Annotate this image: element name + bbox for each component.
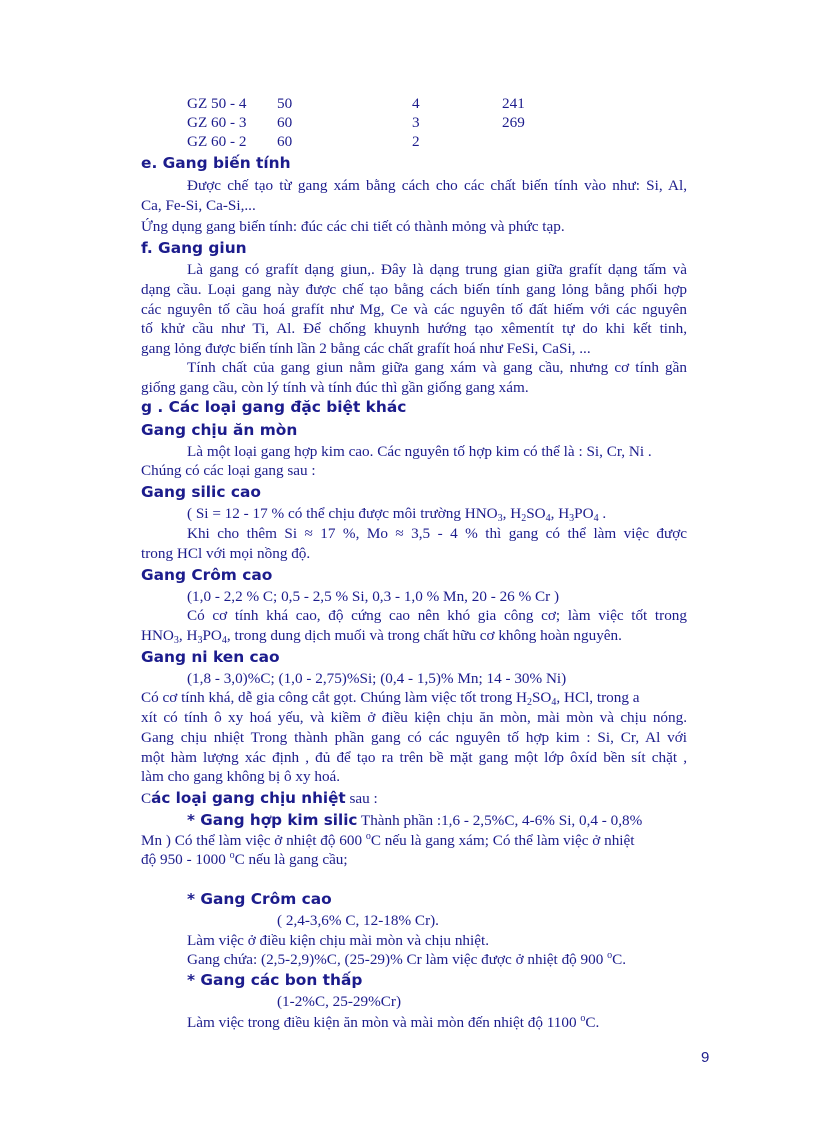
inline-heading: ác loại gang chịu nhiệt xyxy=(151,789,346,807)
subscript: 2 xyxy=(526,697,532,708)
item-heading-lowcarbon: * Gang các bon thấp xyxy=(187,971,363,989)
paragraph-line xyxy=(187,951,626,969)
paragraph-line: Có cơ tính khá cao, độ cứng cao nên khó gia công cơ; làm việc tốt trong xyxy=(187,607,687,624)
subscript: 4 xyxy=(221,635,227,646)
table-cell: 3 xyxy=(412,114,420,131)
paragraph-line: làm cho gang không bị ô xy hoá. xyxy=(141,768,341,785)
text-run: C. xyxy=(585,1014,600,1031)
superscript: o xyxy=(229,850,235,861)
paragraph-line: Tính chất của gang giun nằm giữa gang xám và gang cầu, nhưng cơ tính gần xyxy=(187,359,687,376)
paragraph-line: Ca, Fe-Si, Ca-Si,... xyxy=(141,197,256,214)
text-run: C. xyxy=(612,951,627,968)
text-run: , H xyxy=(178,627,198,644)
section-heading-g: g . Các loại gang đặc biệt khác xyxy=(141,398,407,416)
paragraph-line: Làm việc ở điều kiện chịu mài mòn và chịu nhiệt. xyxy=(187,932,489,949)
composition-line: (1-2%C, 25-29%Cr) xyxy=(277,993,402,1010)
paragraph-line: một hàm lượng xác định , đủ để tạo ra trên bề mặt gang một lớp ôxíd bền sít chặt , xyxy=(141,749,687,766)
subheading-chrome: Gang Crôm cao xyxy=(141,566,273,584)
table-cell: 60 xyxy=(277,114,293,131)
paragraph-line: Là một loại gang hợp kim cao. Các nguyên tố hợp kim có thể là : Si, Cr, Ni . xyxy=(187,443,652,460)
item-heading: * Gang hợp kim silic xyxy=(187,811,358,829)
page-number: 9 xyxy=(701,1049,710,1066)
section-heading-f: f. Gang giun xyxy=(141,239,247,257)
section-heading-e: e. Gang biến tính xyxy=(141,154,291,172)
text-run: Có cơ tính khá, dễ gia công cắt gọt. Chúng làm việc tốt trong H xyxy=(141,689,527,706)
composition-line: (1,0 - 2,2 % C; 0,5 - 2,5 % Si, 0,3 - 1,0 % Mn, 20 - 26 % Cr ) xyxy=(187,588,560,605)
composition-line: (1,8 - 3,0)%C; (1,0 - 2,75)%Si; (0,4 - 1,5)% Mn; 14 - 30% Ni) xyxy=(187,670,567,687)
table-cell: 50 xyxy=(277,95,293,112)
paragraph-line: dạng cầu. Loại gang này được chế tạo bằng cách biến tính gang lỏng bằng phối hợp xyxy=(141,281,687,298)
paragraph-line: tố khử cầu như Ti, Al. Để chống khuynh hướng tạo xêmentít tự do khi kết tinh, xyxy=(141,320,687,337)
text-run: , H xyxy=(502,505,522,522)
composition-line xyxy=(187,505,606,523)
subscript: 3 xyxy=(569,513,575,524)
superscript: o xyxy=(607,950,613,961)
paragraph-line: Ứng dụng gang biến tính: đúc các chi tiết có thành mỏng và phức tạp. xyxy=(141,218,565,235)
subheading-nickel: Gang ni ken cao xyxy=(141,648,280,666)
paragraph-line xyxy=(141,627,622,645)
text-run: PO xyxy=(574,505,594,522)
table-cell: 2 xyxy=(412,133,420,150)
heat-intro-line xyxy=(141,789,378,808)
table-cell: 4 xyxy=(412,95,420,112)
table-cell: 241 xyxy=(502,95,525,112)
subscript: 4 xyxy=(545,513,551,524)
text-run: sau : xyxy=(345,790,378,807)
text-run: SO xyxy=(531,689,552,706)
paragraph-line xyxy=(141,689,640,707)
text-run: C nếu là gang xám; Có thể làm việc ở nhiệt xyxy=(370,832,635,849)
paragraph-line: xít có tính ô xy hoá yếu, và kiềm ở điều kiện chịu ăn mòn, mài mòn và chịu nóng. xyxy=(141,709,687,726)
text-run: . xyxy=(598,505,607,522)
subheading-silic: Gang silic cao xyxy=(141,483,261,501)
table-cell: 60 xyxy=(277,133,293,150)
composition-line: ( 2,4-3,6% C, 12-18% Cr). xyxy=(277,912,439,929)
subscript: 3 xyxy=(197,635,203,646)
text-run: C xyxy=(141,790,152,807)
subheading-corrosion: Gang chịu ăn mòn xyxy=(141,421,298,439)
superscript: o xyxy=(580,1013,586,1024)
table-cell-grade: GZ 50 - 4 xyxy=(187,95,247,112)
text-run: Làm việc trong điều kiện ăn mòn và mài mòn đến nhiệt độ 1100 xyxy=(187,1014,581,1031)
text-run: , HCl, trong a xyxy=(556,689,640,706)
paragraph-line xyxy=(141,851,348,869)
paragraph-line: Được chế tạo từ gang xám bằng cách cho các chất biến tính vào như: Si, Al, xyxy=(187,177,687,194)
paragraph-line: trong HCl với mọi nồng độ. xyxy=(141,545,311,562)
paragraph-line: Chúng có các loại gang sau : xyxy=(141,462,316,479)
text-run: HNO xyxy=(141,627,174,644)
paragraph-line: Khi cho thêm Si ≈ 17 %, Mo ≈ 3,5 - 4 % thì gang có thể làm việc được xyxy=(187,525,687,542)
table-cell-grade: GZ 60 - 2 xyxy=(187,133,247,150)
item-heading-chrome: * Gang Crôm cao xyxy=(187,890,332,908)
text-run: Mn ) Có thể làm việc ở nhiệt độ 600 xyxy=(141,832,366,849)
text-run: Thành phần :1,6 - 2,5%C, 4-6% Si, 0,4 - 0,8% xyxy=(357,812,643,829)
paragraph-line xyxy=(141,832,634,850)
paragraph-line: Là gang có grafít dạng giun,. Đây là dạng trung gian giữa grafít dạng tấm và xyxy=(187,261,687,278)
text-run: , H xyxy=(550,505,570,522)
text-run: C nếu là gang cầu; xyxy=(234,851,348,868)
subscript: 4 xyxy=(551,697,557,708)
subscript: 3 xyxy=(497,513,503,524)
superscript: o xyxy=(365,831,371,842)
text-run: , trong dung dịch muối và trong chất hữu cơ không hoàn nguyên. xyxy=(226,627,622,644)
text-run: PO xyxy=(202,627,222,644)
text-run: Gang chứa: (2,5-2,9)%C, (25-29)% Cr làm việc được ở nhiệt độ 900 xyxy=(187,951,608,968)
subscript: 2 xyxy=(521,513,527,524)
text-run: ( Si = 12 - 17 % có thể chịu được môi trường HNO xyxy=(187,505,498,522)
text-run: độ 950 - 1000 xyxy=(141,851,230,868)
paragraph-line: giống gang cầu, còn lý tính và tính đúc thì gần giống gang xám. xyxy=(141,379,529,396)
paragraph-line: Gang chịu nhiệt Trong thành phần gang có các nguyên tố hợp kim : Si, Cr, Al với xyxy=(141,729,687,746)
paragraph-line: gang lỏng được biến tính lần 2 bằng các chất grafít hoá như FeSi, CaSi, ... xyxy=(141,340,591,357)
text-run: SO xyxy=(526,505,546,522)
table-cell: 269 xyxy=(502,114,525,131)
paragraph-line: các nguyên tố cầu hoá grafít như Mg, Ce và các nguyên tố đất hiếm với các nguyên xyxy=(141,301,687,318)
table-cell-grade: GZ 60 - 3 xyxy=(187,114,247,131)
subscript: 3 xyxy=(173,635,179,646)
paragraph-line xyxy=(187,1014,599,1032)
subscript: 4 xyxy=(593,513,599,524)
heat-item1-line xyxy=(187,811,642,830)
